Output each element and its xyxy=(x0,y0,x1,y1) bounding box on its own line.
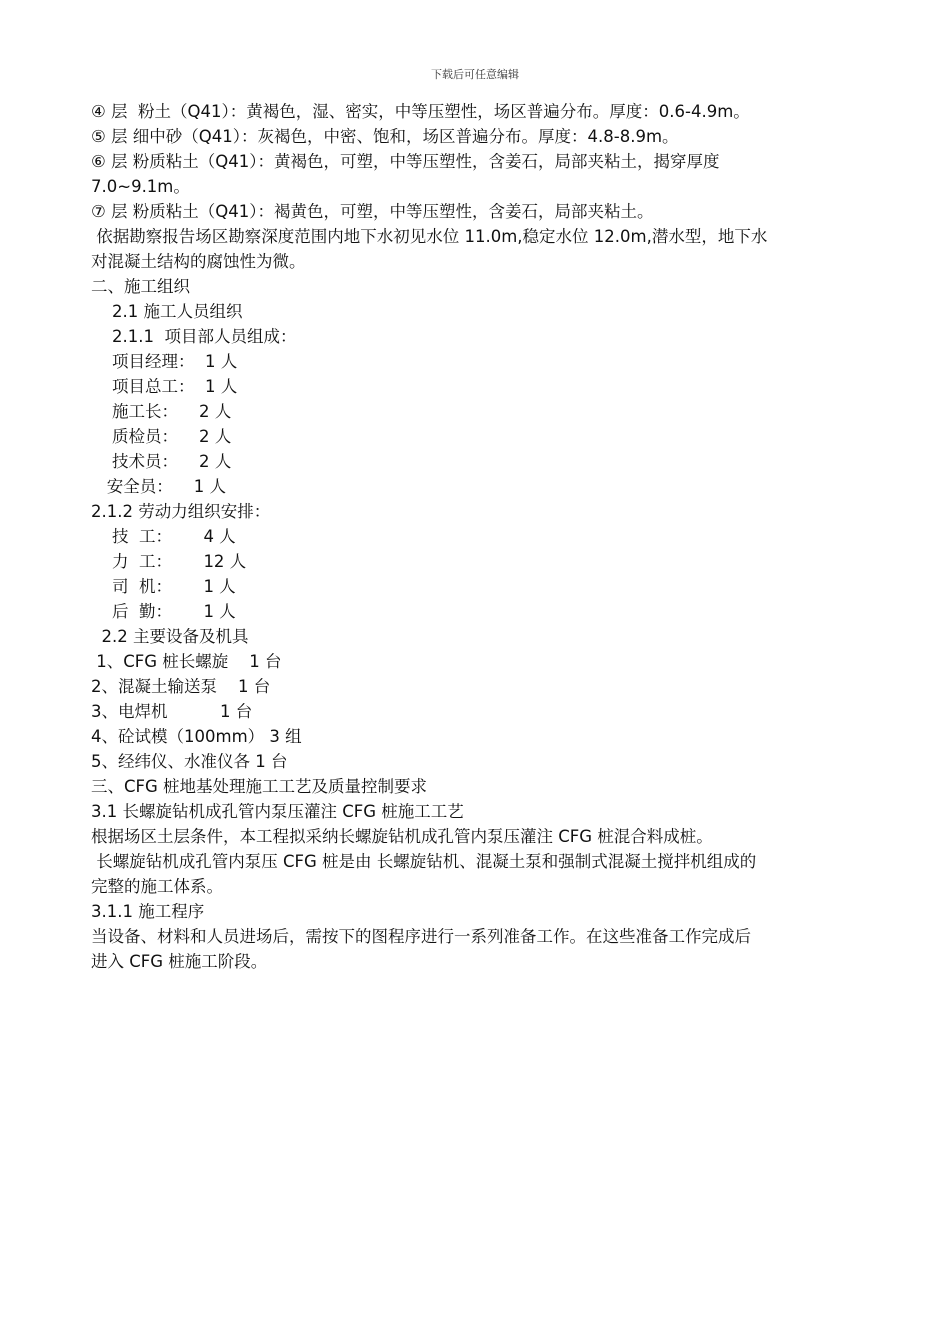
text-line: 长螺旋钻机成孔管内泵压 CFG 桩是由 长螺旋钻机、混凝土泵和强制式混凝土搅拌机组成的 xyxy=(91,852,757,871)
text-line: 当设备、材料和人员进场后，需按下的图程序进行一系列准备工作。在这些准备工作完成后 xyxy=(91,927,751,946)
text-line: ⑤ 层 细中砂（Q41）：灰褐色，中密、饱和，场区普遍分布。厚度：4.8-8.9m。 xyxy=(91,127,679,146)
text-line: 依据勘察报告场区勘察深度范围内地下水初见水位 11.0m,稳定水位 12.0m,潜水型，地下水 xyxy=(91,227,768,246)
page-header: 下载后可任意编辑 xyxy=(431,68,519,81)
text-line: 7.0~9.1m。 xyxy=(91,177,190,196)
labor-item: 后 勤： 1 人 xyxy=(91,602,236,621)
text-line: ④ 层 粉土（Q41）：黄褐色，湿、密实，中等压塑性，场区普遍分布。厚度：0.6-4.9m。 xyxy=(91,102,750,121)
text-line: 完整的施工体系。 xyxy=(91,877,223,896)
subsection-heading: 2.2 主要设备及机具 xyxy=(91,627,249,646)
subsection-heading: 2.1.1 项目部人员组成： xyxy=(91,327,297,346)
text-line: 对混凝土结构的腐蚀性为微。 xyxy=(91,252,306,271)
subsection-heading: 2.1.2 劳动力组织安排： xyxy=(91,502,271,521)
staff-item: 安全员： 1 人 xyxy=(91,477,226,496)
text-line: 根据场区土层条件，本工程拟采纳长螺旋钻机成孔管内泵压灌注 CFG 桩混合料成桩。 xyxy=(91,827,713,846)
text-line: 进入 CFG 桩施工阶段。 xyxy=(91,952,268,971)
section-heading: 二、施工组织 xyxy=(91,277,190,296)
subsection-heading: 3.1 长螺旋钻机成孔管内泵压灌注 CFG 桩施工工艺 xyxy=(91,802,464,821)
equipment-item: 4、砼试模（100mm） 3 组 xyxy=(91,727,302,746)
labor-item: 司 机： 1 人 xyxy=(91,577,236,596)
subsection-heading: 2.1 施工人员组织 xyxy=(91,302,243,321)
text-line: ⑦ 层 粉质粘土（Q41）：褐黄色，可塑，中等压塑性，含姜石，局部夹粘土。 xyxy=(91,202,654,221)
equipment-item: 2、混凝土输送泵 1 台 xyxy=(91,677,271,696)
labor-item: 力 工： 12 人 xyxy=(91,552,247,571)
equipment-item: 5、经纬仪、水准仪各 1 台 xyxy=(91,752,288,771)
staff-item: 质检员： 2 人 xyxy=(91,427,232,446)
staff-item: 施工长： 2 人 xyxy=(91,402,232,421)
staff-item: 技术员： 2 人 xyxy=(91,452,232,471)
text-line: ⑥ 层 粉质粘土（Q41）：黄褐色，可塑，中等压塑性，含姜石，局部夹粘土，揭穿厚度 xyxy=(91,152,720,171)
staff-item: 项目经理： 1 人 xyxy=(91,352,238,371)
section-heading: 三、CFG 桩地基处理施工工艺及质量控制要求 xyxy=(91,777,428,796)
equipment-item: 1、CFG 桩长螺旋 1 台 xyxy=(91,652,282,671)
staff-item: 项目总工： 1 人 xyxy=(91,377,238,396)
equipment-item: 3、电焊机 1 台 xyxy=(91,702,253,721)
subsection-heading: 3.1.1 施工程序 xyxy=(91,902,205,921)
labor-item: 技 工： 4 人 xyxy=(91,527,236,546)
document-body xyxy=(91,99,871,974)
